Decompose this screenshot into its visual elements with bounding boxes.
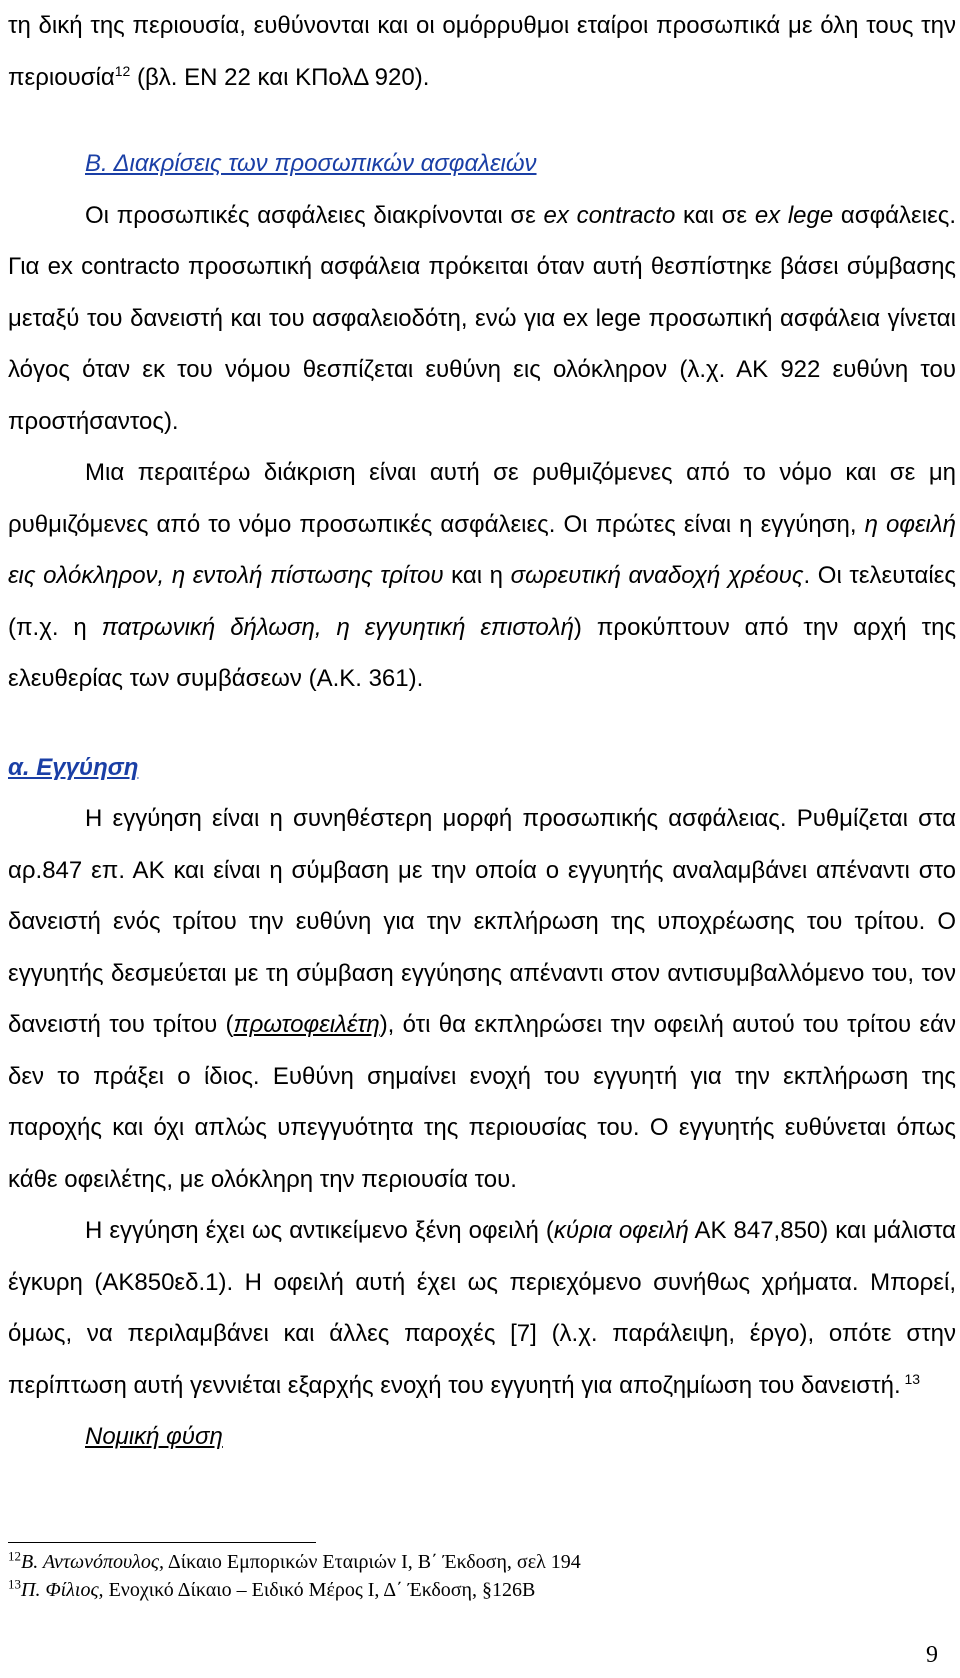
footnote-12: $^{12}$Β. Αντωνόπουλος, Δίκαιο Εμπορικών Εταιριών Ι, Β΄ Έκδοση, σελ 194 (8, 1548, 581, 1573)
paragraph-distinctions: Οι προσωπικές ασφάλειες διακρίνονται σε ex contracto και σε ex lege ασφάλειες. Για ex contracto προσωπική ασφάλεια πρόκειται όταν αυτή θεσπίστηκε βάσει σύμβασης μεταξύ του δανειστή και του ασφαλειοδότη, ενώ για ex lege προσωπική ασφάλεια γίνεται λόγος όταν εκ του νόμου θεσπίζεται ευθύνη εις ολόκληρον (λ.χ. ΑΚ 922 ευθύνη του προστήσαντος). (8, 201, 957, 435)
section-heading-a: α. Εγγύηση (8, 753, 139, 781)
body-text (8, 0, 956, 1463)
paragraph-guarantee: Η εγγύηση είναι η συνηθέστερη μορφή προσωπικής ασφάλειας. Ρυθμίζεται στα αρ.847 επ. ΑΚ και είναι η σύμβαση με την οποία ο εγγυητής αναλαμβάνει απέναντι στο δανειστή ενός τρίτου την ευθύνη για την εκπλήρωση της υποχρέωσης του τρίτου. Ο εγγυητής δεσμεύεται με τη σύμβαση εγγύησης απέναντι στον αντισυμβαλλόμενο του, τον δανειστή του τρίτου (πρωτοφειλέτη), ότι θα εκπληρώσει την οφειλή αυτού του τρίτου εάν δεν το πράξει ο ίδιος. Ευθύνη σημαίνει ενοχή του εγγυητή για την εκπλήρωση της παροχής και όχι απλώς υπεγγυότητα της περιουσίας του. Ο εγγυητής ευθύνεται όπως κάθε οφειλέτης, με ολόκληρη την περιουσία του. (8, 805, 956, 1193)
paragraph-continuation: τη δική της περιουσία, ευθύνονται και οι ομόρρυθμοι εταίροι προσωπικά με όλη τους την περιουσία$^{12}$ (βλ. ΕΝ 22 και ΚΠολΔ 920). (8, 12, 956, 91)
footnote-separator (8, 1542, 316, 1543)
subheading-legal-nature: Νομική φύση (85, 1423, 223, 1450)
footnote-ref-12[interactable]: 12 (114, 62, 131, 79)
page-number: 9 (926, 1642, 938, 1668)
footnote-ref-13[interactable]: 13 (900, 1370, 921, 1387)
footnotes (8, 1548, 908, 1604)
spacer (8, 705, 956, 742)
section-heading-b: Β. Διακρίσεις των προσωπικών ασφαλειών (85, 150, 537, 177)
paragraph-regulated: Μια περαιτέρω διάκριση είναι αυτή σε ρυθμιζόμενες από το νόμο και σε μη ρυθμιζόμενες από το νόμο προσωπικές ασφάλειες. Οι πρώτες είναι η εγγύηση, η οφειλή εις ολόκληρον, η εντολή πίστωσης τρίτου και η σωρευτική αναδοχή χρέους. Οι τελευταίες (π.χ. η πατρωνική δήλωση, η εγγυητική επιστολή) προκύπτουν από την αρχή της ελευθερίας των συμβάσεων (Α.Κ. 361). (8, 459, 957, 692)
paragraph-object: Η εγγύηση έχει ως αντικείμενο ξένη οφειλή (κύρια οφειλή ΑΚ 847,850) και μάλιστα έγκυρη (ΑΚ850εδ.1). Η οφειλή αυτή έχει ως περιεχόμενο συνήθως χρήματα. Μπορεί, όμως, να περιλαμβάνει και άλλες παροχές [7] (λ.χ. παράλειψη, έργο), οπότε στην περίπτωση αυτή γεννιέται εξαρχής ενοχή του εγγυητή για αποζημίωση του δανειστή. $^{13}$ (8, 1217, 957, 1399)
footnote-13: $^{13}$Π. Φίλιος, Ενοχικό Δίκαιο – Ειδικό Μέρος Ι, Δ΄ Έκδοση, §126Β (8, 1576, 536, 1601)
